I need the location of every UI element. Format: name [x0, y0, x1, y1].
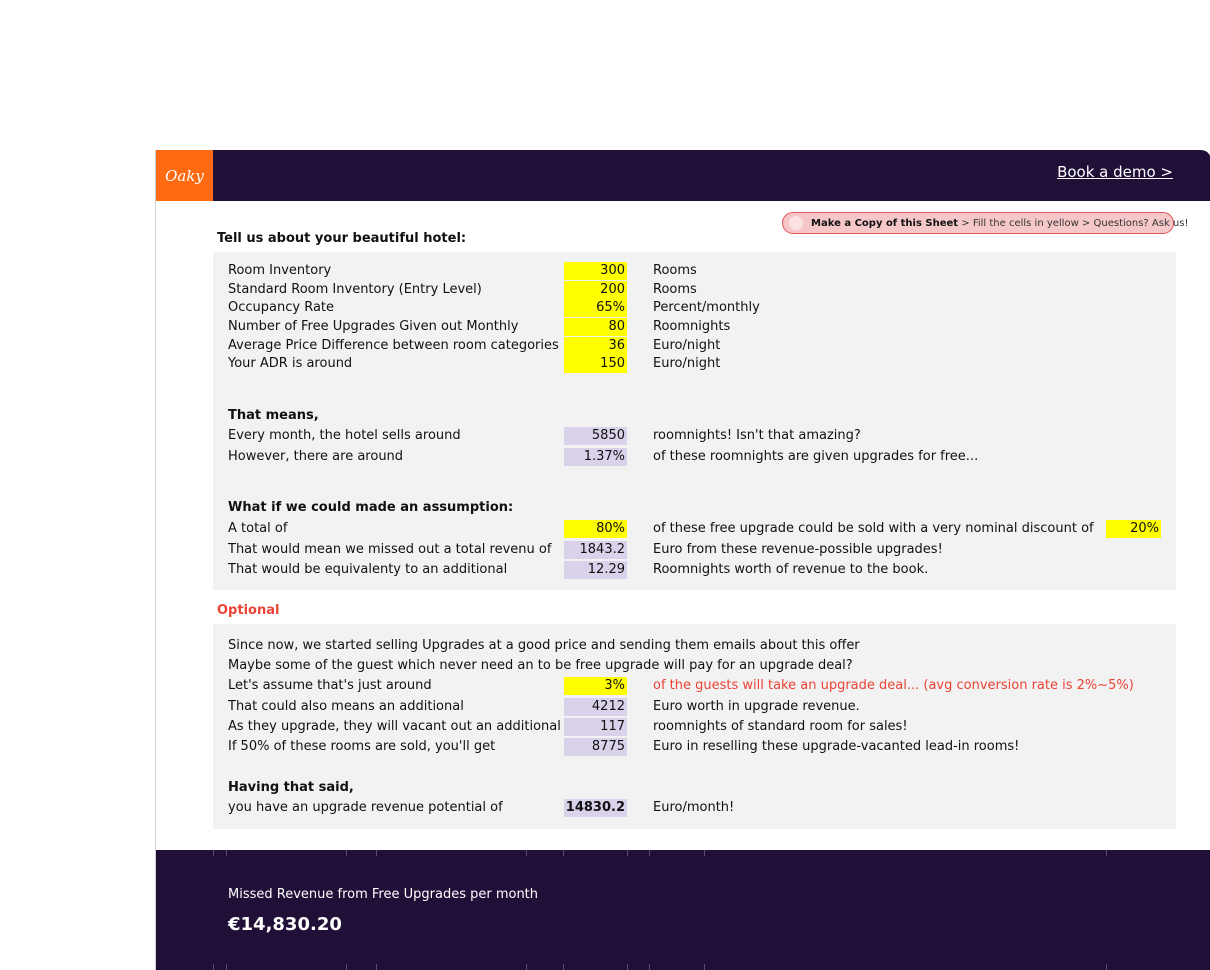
input-cell[interactable]: 65%	[564, 299, 627, 317]
table-row	[228, 541, 1178, 559]
row-label: Room Inventory	[228, 263, 332, 278]
table-row	[228, 448, 1178, 466]
table-row	[228, 698, 1178, 716]
input-cell[interactable]: 200	[564, 281, 627, 299]
row-unit: roomnights of standard room for sales!	[653, 719, 908, 734]
table-row	[228, 299, 1178, 317]
oaky-logo[interactable]: Oaky	[156, 150, 213, 201]
discount-input-cell[interactable]: 20%	[1106, 520, 1161, 538]
row-label: Average Price Difference between room categories	[228, 338, 559, 353]
input-cell[interactable]: 3%	[564, 677, 627, 695]
row-label: If 50% of these rooms are sold, you'll get	[228, 739, 496, 754]
footer-caption: Missed Revenue from Free Upgrades per month	[228, 887, 539, 902]
row-label: That could also means an additional	[228, 699, 464, 714]
row-label: Let's assume that's just around	[228, 678, 432, 693]
input-cell[interactable]: 80	[564, 318, 627, 336]
table-row	[228, 718, 1178, 736]
row-unit: Euro/night	[653, 356, 721, 371]
row-label: That would mean we missed out a total revenu of	[228, 542, 552, 557]
spreadsheet-sheet	[155, 150, 1210, 970]
row-unit: Euro in reselling these upgrade-vacanted lead-in rooms!	[653, 739, 1020, 754]
row-unit: Euro worth in upgrade revenue.	[653, 699, 860, 714]
row-label: Occupancy Rate	[228, 300, 335, 315]
intro-line: Maybe some of the guest which never need an to be free upgrade will pay for an upgrade deal?	[228, 658, 853, 673]
table-row	[228, 427, 1178, 445]
row-label: you have an upgrade revenue potential of	[228, 800, 503, 815]
row-unit: Rooms	[653, 263, 697, 278]
input-cell[interactable]: 80%	[564, 520, 627, 538]
calc-cell[interactable]: 1.37%	[564, 448, 627, 466]
row-unit: of the guests will take an upgrade deal... (avg conversion rate is 2%~5%)	[653, 678, 1134, 693]
row-label: Standard Room Inventory (Entry Level)	[228, 282, 482, 297]
row-label: That would be equivalenty to an additional	[228, 562, 508, 577]
book-demo-link[interactable]: Book a demo >	[1057, 163, 1173, 181]
gridline-ticks	[156, 850, 1210, 970]
total-cell[interactable]: 14830.2	[565, 800, 625, 815]
table-row	[228, 738, 1178, 756]
row-label: Every month, the hotel sells around	[228, 428, 461, 443]
intro-line: Since now, we started selling Upgrades at a good price and sending them emails about this offer	[228, 638, 860, 653]
calc-cell[interactable]: 117	[564, 718, 627, 736]
row-unit: of these roomnights are given upgrades for free...	[653, 449, 979, 464]
row-label: However, there are around	[228, 449, 404, 464]
input-cell[interactable]: 36	[564, 337, 627, 355]
summary-row	[228, 799, 1178, 817]
calc-cell[interactable]: 5850	[564, 427, 627, 445]
optional-panel	[213, 624, 1176, 829]
hotel-section-title: Tell us about your beautiful hotel:	[217, 231, 467, 246]
table-row	[228, 281, 1178, 299]
header-bar	[156, 150, 1210, 201]
calc-cell[interactable]: 1843.2	[564, 541, 627, 559]
summary-title: Having that said,	[228, 780, 354, 795]
input-cell[interactable]: 300	[564, 262, 627, 280]
row-unit: Roomnights worth of revenue to the book.	[653, 562, 929, 577]
assumption-title: What if we could made an assumption:	[228, 500, 514, 515]
calc-cell[interactable]: 4212	[564, 698, 627, 716]
table-row	[228, 355, 1178, 373]
row-unit: Euro/month!	[653, 800, 735, 815]
missed-revenue-amount: €14,830.20	[228, 914, 342, 935]
hotel-panel	[213, 252, 1176, 590]
row-unit: Euro from these revenue-possible upgrades!	[653, 542, 943, 557]
calc-cell[interactable]: 8775	[564, 738, 627, 756]
copy-sheet-notice	[782, 212, 1189, 234]
notice-text: Make a Copy of this Sheet > Fill the cells in yellow > Questions? Ask us!	[811, 218, 1189, 229]
input-cell[interactable]: 150	[564, 355, 627, 373]
table-row	[228, 520, 1178, 538]
row-unit: roomnights! Isn't that amazing?	[653, 428, 861, 443]
row-unit: Percent/monthly	[653, 300, 760, 315]
table-row	[228, 677, 1178, 695]
row-unit: Rooms	[653, 282, 697, 297]
table-row	[228, 318, 1178, 336]
optional-section-title: Optional	[217, 603, 280, 618]
table-row	[228, 262, 1178, 280]
row-unit: of these free upgrade could be sold with a very nominal discount of	[653, 521, 1094, 536]
info-circle-icon	[789, 216, 803, 230]
calc-cell[interactable]: 12.29	[564, 561, 627, 579]
table-row	[228, 337, 1178, 355]
row-label: Your ADR is around	[228, 356, 353, 371]
row-label: A total of	[228, 521, 288, 536]
row-unit: Euro/night	[653, 338, 721, 353]
table-row	[228, 561, 1178, 579]
means-title: That means,	[228, 408, 319, 423]
row-label: Number of Free Upgrades Given out Monthly	[228, 319, 519, 334]
row-label: As they upgrade, they will vacant out an additional	[228, 719, 561, 734]
row-unit: Roomnights	[653, 319, 731, 334]
footer-bar	[156, 850, 1210, 970]
